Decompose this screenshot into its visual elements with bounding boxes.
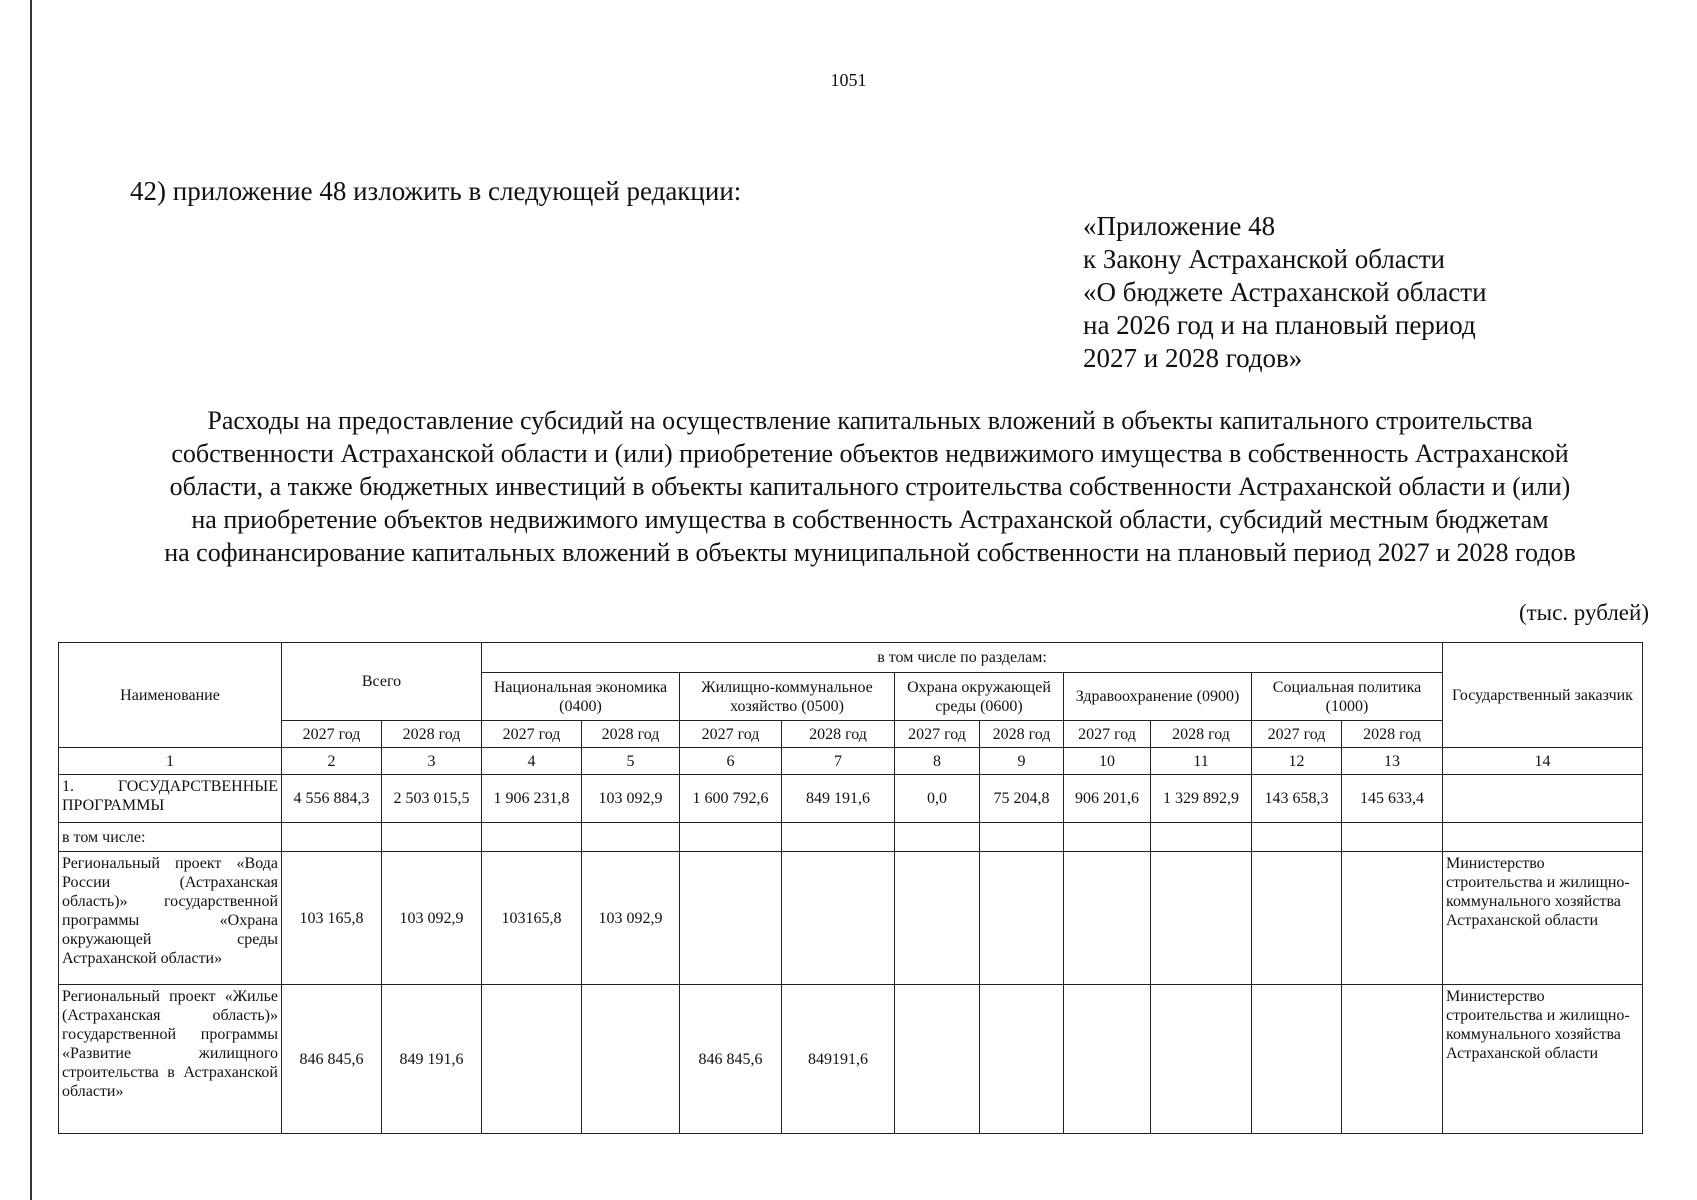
column-number: 1 [59,748,282,775]
header-section-national-economy: Национальная экономика (0400) [482,673,680,721]
row-value: 103 092,9 [582,775,680,823]
row-value: 1 906 231,8 [482,775,582,823]
row-value [382,823,482,852]
header-section-environment: Охрана окружающей среды (0600) [895,673,1064,721]
header-year: 2028 год [382,721,482,748]
row-value [895,823,980,852]
row-value [1151,852,1252,985]
row-name: Региональный проект «Вода России (Астраханская область)» государственной программы «Охрана окружающей среды Астраханской области» [59,852,282,985]
header-year: 2028 год [582,721,680,748]
header-section-healthcare: Здравоохранение (0900) [1064,673,1252,721]
row-value: 1 600 792,6 [680,775,782,823]
appendix-line: на 2026 год и на плановый период [1083,310,1476,340]
row-value [782,852,895,985]
row-client: Министерство строительства и жилищно-коммунального хозяйства Астраханской области [1443,985,1643,1134]
row-value: 103165,8 [482,852,582,985]
column-number: 12 [1252,748,1342,775]
column-number: 8 [895,748,980,775]
header-year: 2027 год [895,721,980,748]
row-value [1342,852,1443,985]
header-client: Государственный заказчик [1443,643,1643,748]
row-value [895,852,980,985]
row-name: в том числе: [59,823,282,852]
row-value [582,985,680,1134]
row-value [1151,823,1252,852]
column-number: 10 [1064,748,1151,775]
header-sections: в том числе по разделам: [482,643,1443,673]
row-value: 103 165,8 [282,852,382,985]
row-value: 849 191,6 [782,775,895,823]
table-row [59,823,1643,852]
table-row [59,775,1643,823]
column-number: 5 [582,748,680,775]
table-row [59,852,1643,985]
row-value: 75 204,8 [980,775,1064,823]
row-value [980,852,1064,985]
row-value [895,985,980,1134]
column-number: 13 [1342,748,1443,775]
row-client [1443,823,1643,852]
appendix-line: 2027 и 2028 годов» [1083,343,1303,373]
row-client [1443,775,1643,823]
row-value: 103 092,9 [382,852,482,985]
row-client: Министерство строительства и жилищно-коммунального хозяйства Астраханской области [1443,852,1643,985]
row-value [680,852,782,985]
row-value [1252,985,1342,1134]
header-year: 2028 год [1151,721,1252,748]
header-year: 2027 год [1064,721,1151,748]
row-value [582,823,680,852]
header-year: 2028 год [782,721,895,748]
column-number: 3 [382,748,482,775]
row-value [482,985,582,1134]
row-value [1151,985,1252,1134]
column-number: 14 [1443,748,1643,775]
column-number: 6 [680,748,782,775]
header-year: 2028 год [1342,721,1443,748]
row-name: 1. ГОСУДАРСТВЕННЫЕ ПРОГРАММЫ [59,775,282,823]
row-value: 0,0 [895,775,980,823]
header-name: Наименование [59,643,282,748]
column-number: 7 [782,748,895,775]
row-value: 2 503 015,5 [382,775,482,823]
header-year: 2027 год [680,721,782,748]
appendix-header [1083,210,1487,375]
row-value [482,823,582,852]
header-section-housing: Жилищно-коммунальное хозяйство (0500) [680,673,895,721]
amendment-intro: 42) приложение 48 изложить в следующей редакции: [130,176,742,206]
title-line: на приобретение объектов недвижимого имущества в собственность Астраханской области, субсидий местным бюджетам [191,505,1549,534]
row-value: 846 845,6 [282,985,382,1134]
table-row [59,985,1643,1134]
appendix-line: к Закону Астраханской области [1083,244,1446,274]
row-value [1252,823,1342,852]
column-number: 11 [1151,748,1252,775]
document-title [70,404,1670,569]
column-number: 2 [282,748,382,775]
row-name: Региональный проект «Жилье (Астраханская область)» государственной программы «Развитие жилищного строительства в Астраханской области» [59,985,282,1134]
row-value: 103 092,9 [582,852,680,985]
row-value [1342,985,1443,1134]
header-year: 2028 год [980,721,1064,748]
title-line: области, а также бюджетных инвестиций в объекты капитального строительства собственности Астраханской области и (или) [169,472,1571,501]
row-value [1064,823,1151,852]
row-value [782,823,895,852]
title-line: Расходы на предоставление субсидий на осуществление капитальных вложений в объекты капитального строительства [207,406,1533,435]
row-value: 143 658,3 [1252,775,1342,823]
title-line: на софинансирование капитальных вложений в объекты муниципальной собственности на плановый период 2027 и 2028 годов [164,538,1576,567]
title-line: собственности Астраханской области и (или) приобретение объектов недвижимого имущества в собственность Астраханской [171,439,1569,468]
page-number: 1051 [830,70,867,90]
row-value [1064,985,1151,1134]
row-value [282,823,382,852]
budget-table [58,642,1643,1134]
header-year: 2027 год [282,721,382,748]
page-margin-line [30,0,32,1200]
row-value [1342,823,1443,852]
row-value: 906 201,6 [1064,775,1151,823]
header-section-social-policy: Социальная политика (1000) [1252,673,1443,721]
row-value: 849191,6 [782,985,895,1134]
row-value [980,823,1064,852]
header-year: 2027 год [1252,721,1342,748]
column-number: 4 [482,748,582,775]
appendix-line: «Приложение 48 [1083,211,1276,241]
appendix-line: «О бюджете Астраханской области [1083,277,1487,307]
row-value: 1 329 892,9 [1151,775,1252,823]
row-value [980,985,1064,1134]
row-value: 849 191,6 [382,985,482,1134]
units-label: (тыс. рублей) [1518,600,1649,625]
row-value: 846 845,6 [680,985,782,1134]
row-value: 145 633,4 [1342,775,1443,823]
header-total: Всего [282,643,482,721]
row-value [1252,852,1342,985]
header-year: 2027 год [482,721,582,748]
row-value [1064,852,1151,985]
row-value: 4 556 884,3 [282,775,382,823]
column-number: 9 [980,748,1064,775]
row-value [680,823,782,852]
